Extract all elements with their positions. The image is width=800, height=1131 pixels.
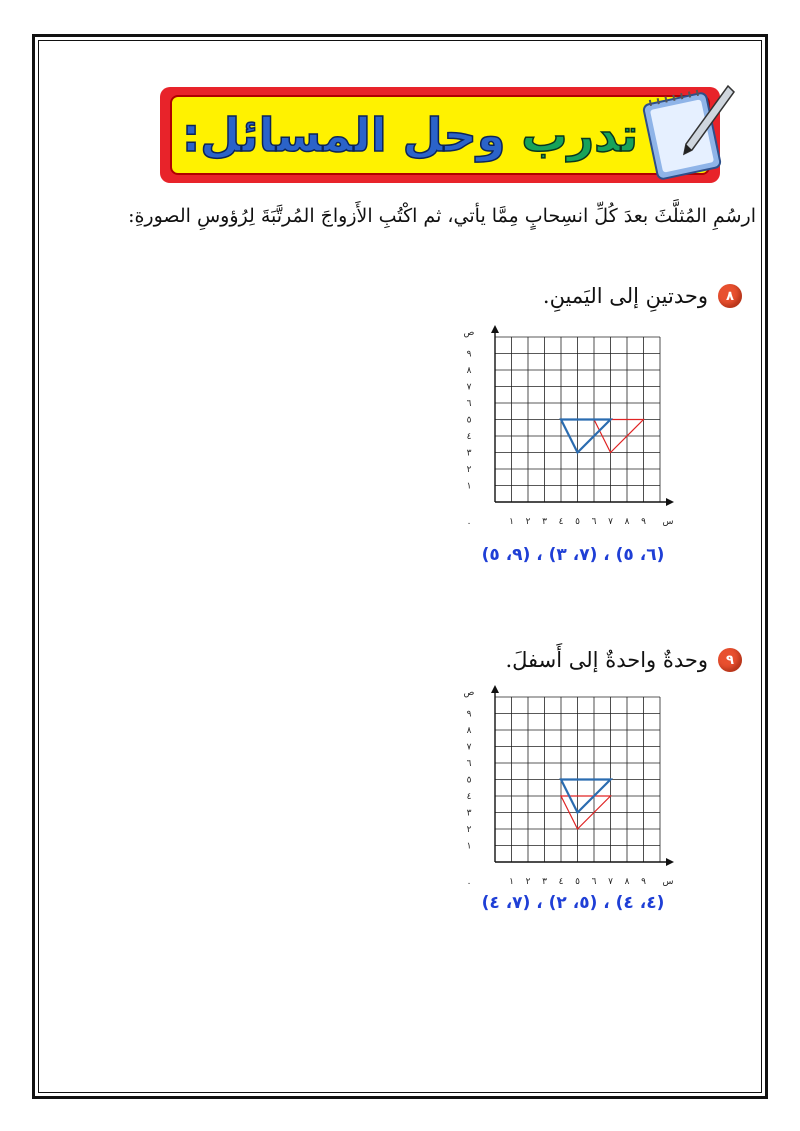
x-axis-arrow <box>666 498 674 506</box>
y-tick-label: ٩ <box>466 349 472 360</box>
x-tick-label: ٥ <box>575 517 580 527</box>
problem-number-badge: ٩ <box>718 648 742 672</box>
x-tick-label: ٣ <box>542 877 547 887</box>
origin-label: ٠ <box>466 519 472 529</box>
x-tick-label: ٥ <box>575 877 580 887</box>
y-tick-label: ٥ <box>466 775 472 786</box>
y-tick-label: ٧ <box>466 382 472 393</box>
instruction-text: ارسُمِ المُثلَّثَ بعدَ كُلِّ انسِحابٍ مِمَّا يأتي، ثم اكْتُبِ الأَزواجَ المُرتَّبَةَ لِرُؤوسِ الصورةِ: <box>128 205 756 227</box>
x-tick-label: ٩ <box>641 877 646 887</box>
x-tick-label: ٣ <box>542 517 547 527</box>
x-axis-arrow <box>666 858 674 866</box>
x-axis-label: س <box>662 517 674 527</box>
y-tick-label: ٧ <box>466 742 472 753</box>
problem-8 <box>543 284 742 308</box>
title-banner-inner <box>170 95 710 175</box>
y-tick-label: ٣ <box>466 448 472 459</box>
y-tick-label: ١ <box>466 481 472 492</box>
origin-label: ٠ <box>466 879 472 889</box>
page-title <box>182 108 638 162</box>
x-tick-label: ٩ <box>641 517 646 527</box>
answer-problem-9: (٤، ٤) ، (٥، ٢) ، (٧، ٤) <box>481 893 665 913</box>
x-tick-label: ٧ <box>608 877 613 887</box>
y-tick-label: ٢ <box>466 825 472 835</box>
x-tick-label: ٦ <box>591 877 597 887</box>
x-tick-label: ٤ <box>558 877 564 887</box>
x-tick-label: ٨ <box>624 517 630 527</box>
y-axis-label: ص <box>463 688 475 698</box>
x-tick-label: ١ <box>509 517 514 527</box>
x-tick-label: ٤ <box>558 517 564 527</box>
y-axis-arrow <box>491 685 499 693</box>
y-tick-label: ٤ <box>466 432 472 442</box>
y-tick-label: ٩ <box>466 709 472 720</box>
problem-number-badge: ٨ <box>718 284 742 308</box>
x-tick-label: ٧ <box>608 517 613 527</box>
coordinate-grid-problem-9 <box>455 685 685 889</box>
y-axis-label: ص <box>463 328 475 338</box>
y-tick-label: ٢ <box>466 465 472 475</box>
title-banner <box>160 87 720 183</box>
answer-problem-8: (٦، ٥) ، (٧، ٣) ، (٩، ٥) <box>481 545 665 565</box>
coordinate-grid-problem-8 <box>455 325 685 530</box>
problem-text: وحدةٌ واحدةٌ إلى أَسفلَ. <box>505 648 708 672</box>
y-tick-label: ٣ <box>466 808 472 819</box>
problem-text: وحدتينِ إلى اليَمينِ. <box>542 284 708 308</box>
y-tick-label: ٨ <box>466 726 472 736</box>
y-tick-label: ٦ <box>466 399 472 409</box>
title-part-2: وحل المسائل: <box>181 108 506 162</box>
page-border-inner <box>38 40 762 1093</box>
y-axis-arrow <box>491 325 499 333</box>
x-tick-label: ١ <box>509 877 514 887</box>
x-tick-label: ٢ <box>525 877 531 887</box>
y-tick-label: ٥ <box>466 415 472 426</box>
y-tick-label: ٨ <box>466 366 472 376</box>
y-tick-label: ١ <box>466 841 472 852</box>
y-tick-label: ٤ <box>466 792 472 802</box>
x-tick-label: ٨ <box>624 877 630 887</box>
y-tick-label: ٦ <box>466 759 472 769</box>
x-tick-label: ٢ <box>525 517 531 527</box>
notepad-pen-icon <box>640 80 735 182</box>
title-part-1: تدرب <box>505 108 638 162</box>
x-axis-label: س <box>662 877 674 887</box>
problem-9 <box>505 648 742 672</box>
x-tick-label: ٦ <box>591 517 597 527</box>
